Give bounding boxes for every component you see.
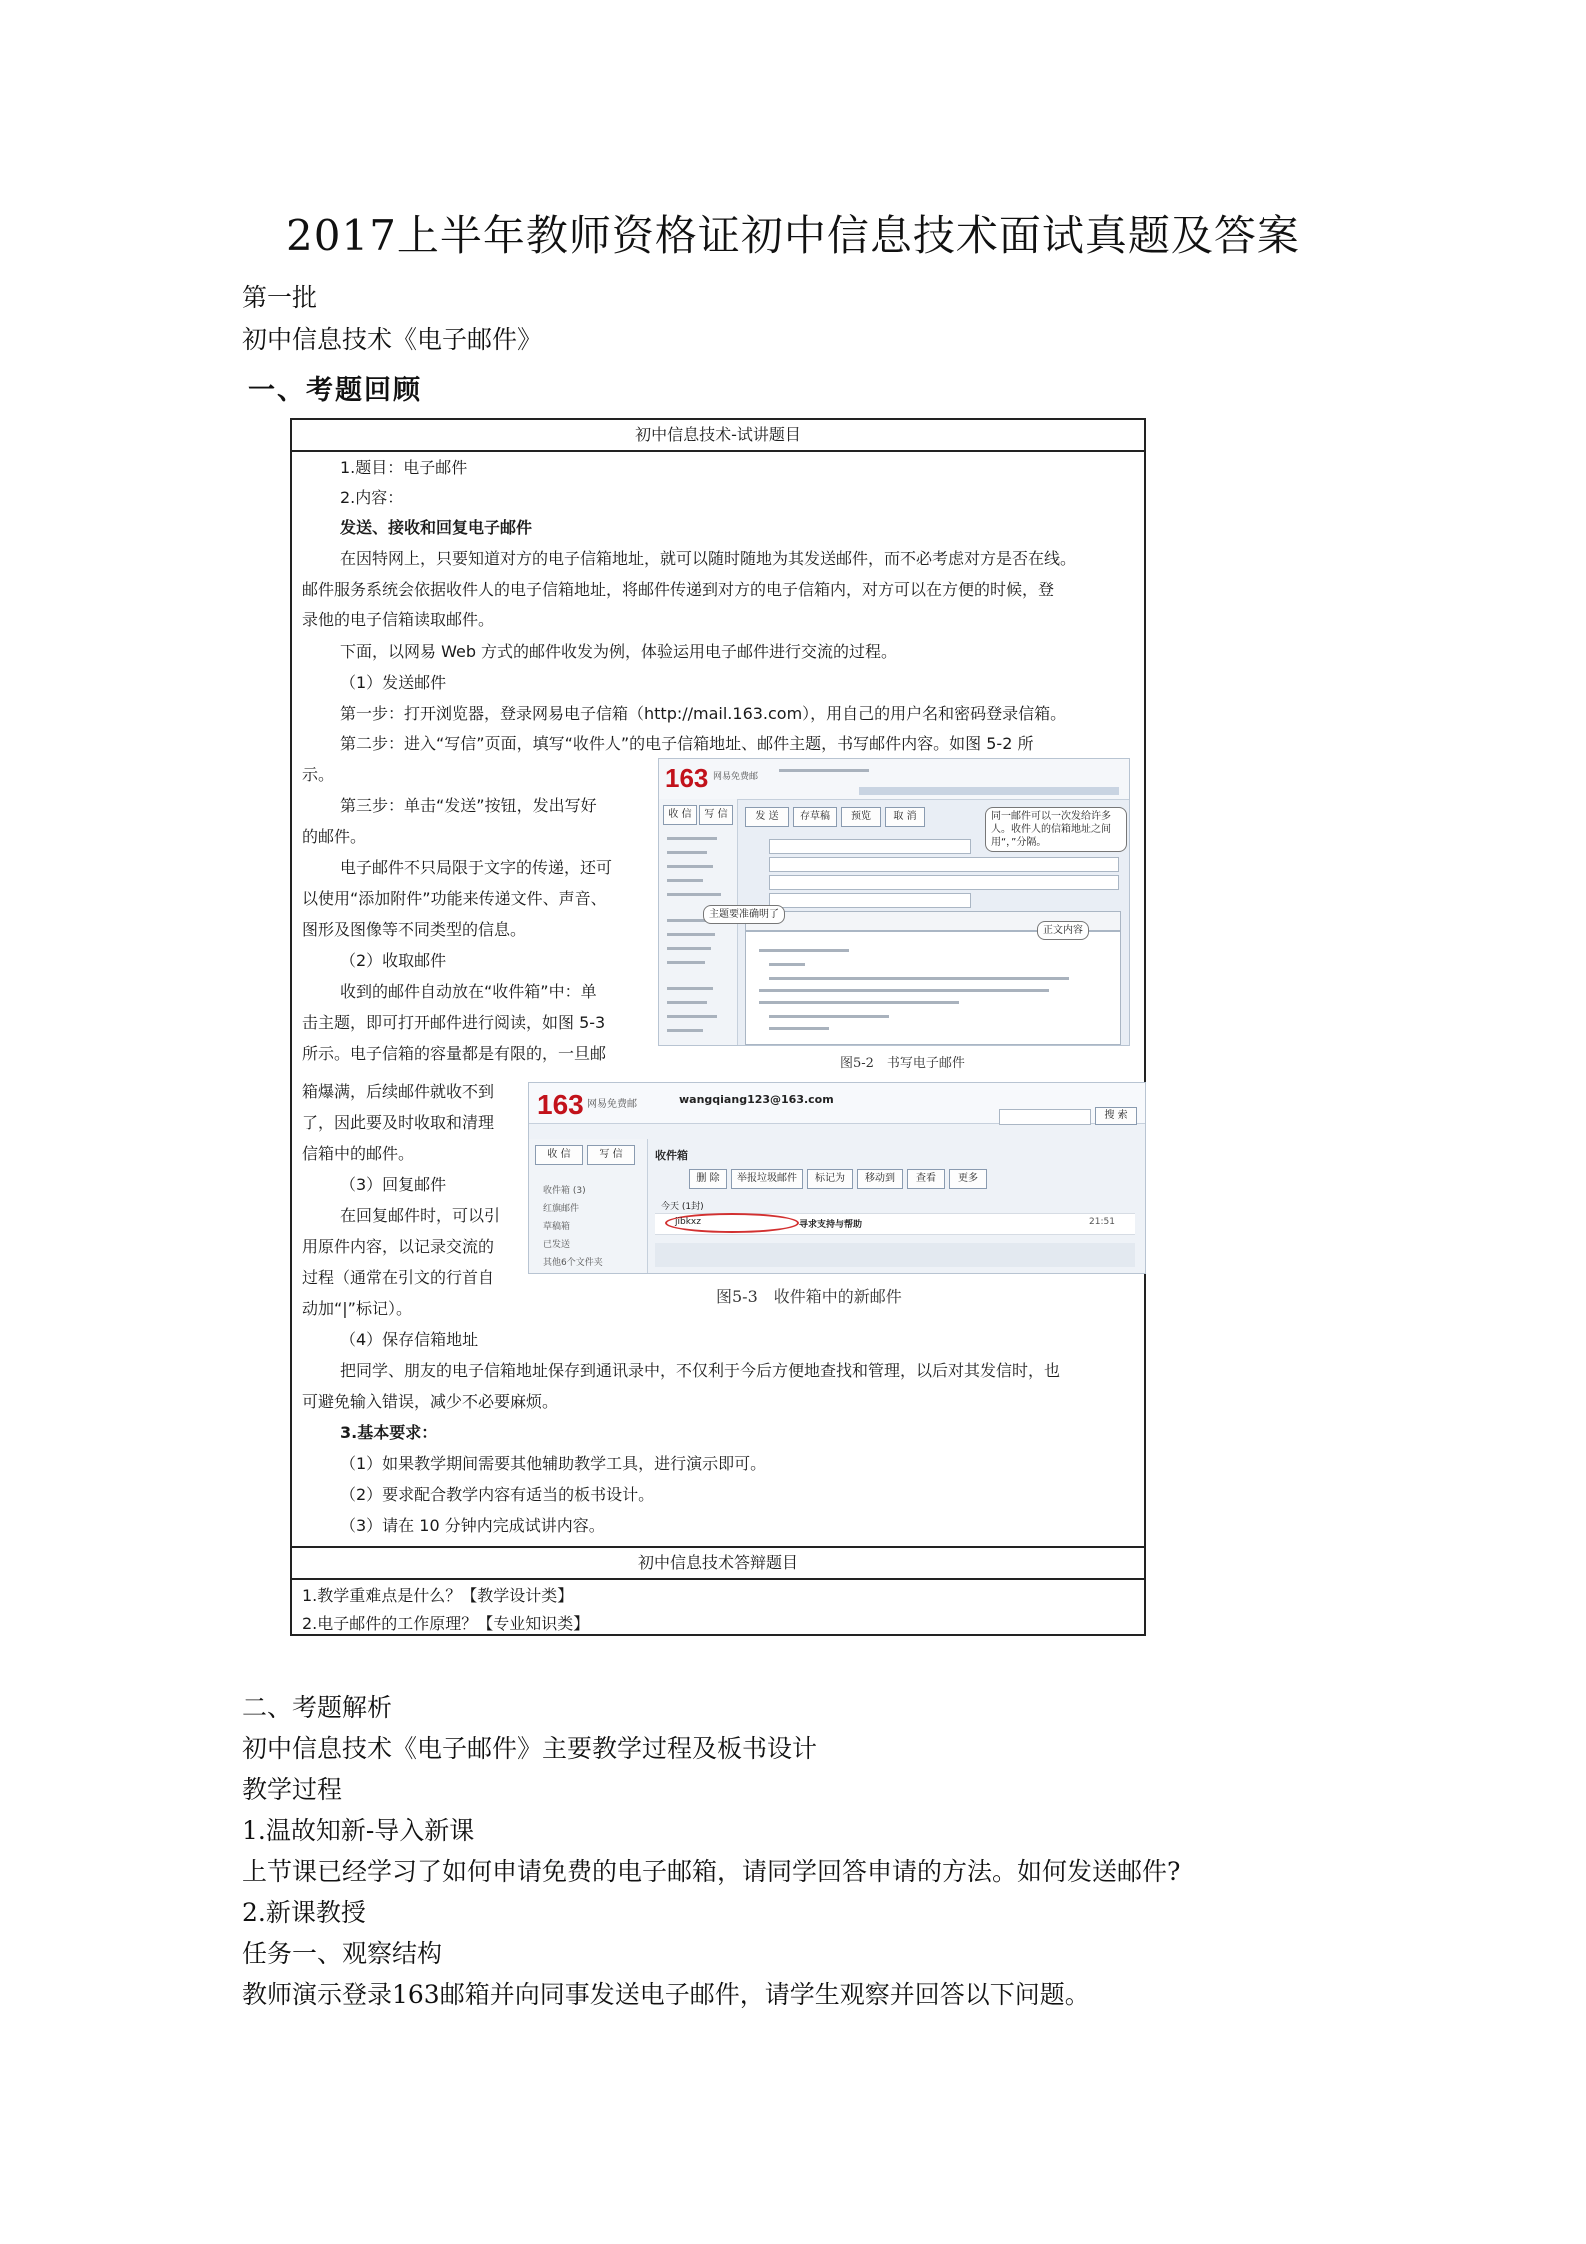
- body-line: 教学过程: [242, 1775, 343, 1804]
- body-line: 上节课已经学习了如何申请免费的电子邮箱，请同学回答申请的方法。如何发送邮件?: [242, 1857, 1181, 1886]
- exam-line: 在回复邮件时，可以引: [340, 1206, 501, 1225]
- exam-line: 第三步：单击“发送”按钮，发出写好: [340, 796, 597, 815]
- section-heading-review: 一、考题回顾: [248, 375, 422, 406]
- exam-line: 在因特网上，只要知道对方的电子信箱地址，就可以随时随地为其发送邮件，而不必考虑对方是否在线。: [340, 549, 1077, 568]
- search-button: 搜 索: [1095, 1107, 1137, 1125]
- mail-subject: 寻求支持与帮助: [799, 1220, 863, 1230]
- exam-line: 击主题，即可打开邮件进行阅读，如图 5-3: [302, 1013, 606, 1032]
- view-button: 查看: [907, 1169, 945, 1189]
- folder-more: 其他6个文件夹: [543, 1258, 603, 1268]
- logo-163: 163: [537, 1089, 584, 1120]
- preview-button: 预览: [841, 807, 881, 827]
- move-to-button: 移动到: [857, 1169, 903, 1189]
- section-heading-analysis: 二、考题解析: [242, 1693, 393, 1722]
- exam-line: 所示。电子信箱的容量都是有限的，一旦邮: [302, 1044, 607, 1063]
- subject-label: 初中信息技术《电子邮件》: [242, 325, 543, 354]
- logo-163: 163: [665, 763, 709, 793]
- save-draft-button: 存草稿: [793, 807, 837, 827]
- body-line: 1.温故知新-导入新课: [242, 1816, 475, 1845]
- compose-mail-screenshot: [658, 758, 1130, 1046]
- mail-sender: jibkxz: [675, 1217, 701, 1227]
- exam-line: 了，因此要及时收取和清理: [302, 1113, 495, 1132]
- inbox-screenshot: [528, 1082, 1146, 1274]
- logo-subtitle: 网易免费邮: [713, 772, 759, 782]
- exam-line: 录他的电子信箱读取邮件。: [302, 610, 495, 629]
- body-line: 2.新课教授: [242, 1898, 366, 1927]
- body-line: 教师演示登录163邮箱并向同事发送电子邮件，请学生观察并回答以下问题。: [242, 1980, 1090, 2009]
- callout-recipients: 同一邮件可以一次发给许多人。收件人的信箱地址之间用“，”分隔。: [985, 807, 1127, 852]
- exam-line: 过程（通常在引文的行首自: [302, 1268, 495, 1287]
- exam-line: 2.内容：: [340, 488, 404, 507]
- exam-line: （1）如果教学期间需要其他辅助教学工具，进行演示即可。: [340, 1454, 767, 1473]
- exam-line: （2）收取邮件: [340, 951, 447, 970]
- figure-caption-5-3: 图5-3 收件箱中的新邮件: [716, 1287, 902, 1306]
- today-group: 今天 (1封): [661, 1202, 704, 1212]
- compose-button: 写 信: [587, 1145, 635, 1165]
- body-line: 任务一、观察结构: [242, 1939, 443, 1968]
- exam-line: （3）请在 10 分钟内完成试讲内容。: [340, 1516, 605, 1535]
- callout-body: 正文内容: [1037, 921, 1089, 940]
- exam-line: 用原件内容，以记录交流的: [302, 1237, 495, 1256]
- qa-line: 2.电子邮件的工作原理？【专业知识类】: [302, 1614, 590, 1633]
- exam-line: 发送、接收和回复电子邮件: [340, 518, 533, 537]
- compose-button: 写 信: [699, 805, 733, 825]
- exam-line: 可避免输入错误，减少不必要麻烦。: [302, 1392, 559, 1411]
- mail-time: 21:51: [1089, 1217, 1115, 1227]
- account-email: wangqiang123@163.com: [679, 1093, 834, 1106]
- exam-line: 3.基本要求：: [340, 1423, 438, 1442]
- exam-line: 电子邮件不只局限于文字的传递，还可: [340, 858, 613, 877]
- exam-line: （1）发送邮件: [340, 673, 447, 692]
- exam-line: 动加“|”标记）。: [302, 1299, 412, 1318]
- more-button: 更多: [949, 1169, 987, 1189]
- folder-drafts: 草稿箱: [543, 1222, 571, 1232]
- body-line: 初中信息技术《电子邮件》主要教学过程及板书设计: [242, 1734, 818, 1763]
- exam-header: 初中信息技术-试讲题目: [292, 420, 1144, 452]
- exam-line: 邮件服务系统会依据收件人的电子信箱地址，将邮件传递到对方的电子信箱内，对方可以在方便的时候，登: [302, 580, 1055, 599]
- exam-line: （2）要求配合教学内容有适当的板书设计。: [340, 1485, 655, 1504]
- logo-subtitle: 网易免费邮: [587, 1099, 637, 1110]
- folder-flagged: 红旗邮件: [543, 1204, 580, 1214]
- exam-line: （4）保存信箱地址: [340, 1330, 479, 1349]
- batch-label: 第一批: [242, 283, 318, 312]
- exam-line: 示。: [302, 765, 335, 784]
- exam-line: 第二步：进入“写信”页面，填写“收件人”的电子信箱地址、邮件主题，书写邮件内容。如图 5-2 所: [340, 734, 1034, 753]
- folder-sent: 已发送: [543, 1240, 571, 1250]
- exam-line: 图形及图像等不同类型的信息。: [302, 920, 527, 939]
- exam-line: 下面，以网易 Web 方式的邮件收发为例，体验运用电子邮件进行交流的过程。: [340, 642, 898, 661]
- document-title: 2017上半年教师资格证初中信息技术面试真题及答案: [286, 211, 1300, 260]
- delete-button: 删 除: [689, 1169, 727, 1189]
- exam-line: 的邮件。: [302, 827, 367, 846]
- exam-line: 箱爆满，后续邮件就收不到: [302, 1082, 495, 1101]
- folder-inbox: 收件箱 (3): [543, 1186, 586, 1196]
- cancel-button: 取 消: [885, 807, 925, 827]
- inbox-title: 收件箱: [655, 1149, 688, 1162]
- exam-line: 1.题目：电子邮件: [340, 458, 468, 477]
- qa-line: 1.教学重难点是什么？【教学设计类】: [302, 1586, 574, 1605]
- exam-line: 第一步：打开浏览器，登录网易电子信箱（http://mail.163.com），用自己的用户名和密码登录信箱。: [340, 704, 1067, 723]
- callout-subject: 主题要准确明了: [703, 905, 785, 924]
- send-button: 发 送: [745, 807, 789, 827]
- receive-button: 收 信: [663, 805, 697, 825]
- exam-line: 以使用“添加附件”功能来传递文件、声音、: [302, 889, 607, 908]
- screenshot-header: [659, 759, 1129, 800]
- report-spam-button: 举报垃圾邮件: [731, 1169, 803, 1189]
- exam-line: （3）回复邮件: [340, 1175, 447, 1194]
- receive-button: 收 信: [535, 1145, 583, 1165]
- defense-header: 初中信息技术答辩题目: [292, 1546, 1144, 1580]
- exam-line: 把同学、朋友的电子信箱地址保存到通讯录中，不仅利于今后方便地查找和管理，以后对其发信时，也: [340, 1361, 1061, 1380]
- exam-line: 收到的邮件自动放在“收件箱”中：单: [340, 982, 597, 1001]
- exam-line: 信箱中的邮件。: [302, 1144, 415, 1163]
- mark-as-button: 标记为: [807, 1169, 853, 1189]
- figure-caption-5-2: 图5-2 书写电子邮件: [840, 1056, 965, 1071]
